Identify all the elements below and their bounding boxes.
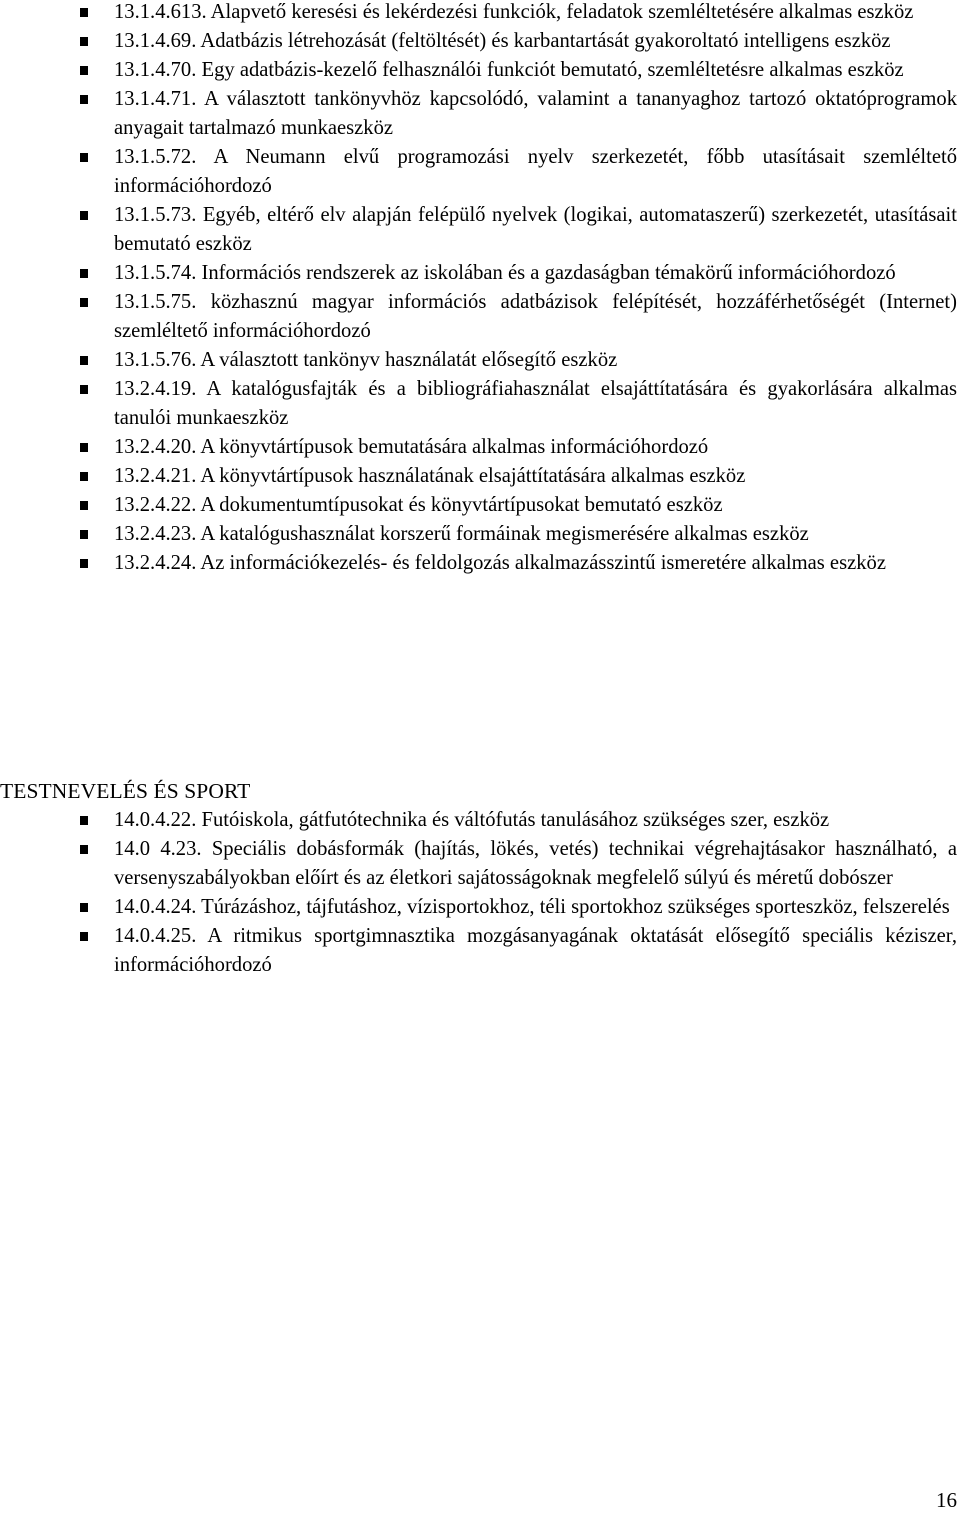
square-bullet-icon [80,153,88,162]
list-item [0,259,957,288]
square-bullet-icon [80,816,88,825]
list-item-text: 13.1.5.74. Információs rendszerek az iskolában és a gazdaságban témakörű információhordozó [114,262,896,284]
square-bullet-icon [80,559,88,568]
square-bullet-icon [80,385,88,394]
square-bullet-icon [80,211,88,220]
square-bullet-icon [80,298,88,307]
list-item [0,85,957,143]
list-item [0,893,957,922]
page-number: 16 [936,1488,957,1512]
list-item [0,491,957,520]
list-item-text: 13.1.5.72. A Neumann elvű programozási nyelv szerkezetét, főbb utasításait szemléltető információhordozó [114,146,957,197]
list-item-text: 14.0.4.24. Túrázáshoz, tájfutáshoz, vízisportokhoz, téli sportokhoz szükséges sporteszköz, felszerelés [114,896,950,918]
equipment-list-sport [0,806,957,980]
list-item [0,922,957,980]
list-item [0,288,957,346]
equipment-list-informatics [0,0,957,578]
list-item [0,201,957,259]
square-bullet-icon [80,269,88,278]
list-item [0,835,957,893]
list-item-text: 14.0.4.22. Futóiskola, gátfutótechnika és váltófutás tanulásához szükséges szer, eszköz [114,809,830,831]
list-item [0,806,957,835]
square-bullet-icon [80,932,88,941]
list-item-text: 13.2.4.24. Az információkezelés- és feldolgozás alkalmazásszintű ismeretére alkalmas eszköz [114,552,886,574]
square-bullet-icon [80,8,88,17]
square-bullet-icon [80,472,88,481]
list-item [0,27,957,56]
square-bullet-icon [80,37,88,46]
square-bullet-icon [80,95,88,104]
list-item [0,375,957,433]
list-item-text: 13.1.4.69. Adatbázis létrehozását (feltöltését) és karbantartását gyakoroltató intelligens eszköz [114,30,891,52]
list-item-text: 13.2.4.20. A könyvtártípusok bemutatására alkalmas információhordozó [114,436,709,458]
list-item-text: 13.2.4.19. A katalógusfajták és a bibliográfiahasználat elsajáttítatására és gyakorlására alkalmas tanulói munkaeszköz [114,378,957,429]
list-item-text: 13.2.4.23. A katalógushasználat korszerű formáinak megismerésére alkalmas eszköz [114,523,809,545]
list-item-text: 13.2.4.22. A dokumentumtípusokat és könyvtártípusokat bemutató eszköz [114,494,723,516]
list-item-text: 14.0 4.23. Speciális dobásformák (hajítás, lökés, vetés) technikai végrehajtásakor használható, a versenyszabályokban előírt és az életkori sajátosságoknak megfelelő súlyú és méretű dobószer [114,838,957,889]
list-item [0,346,957,375]
list-item-text: 13.1.5.76. A választott tankönyv használatát elősegítő eszköz [114,349,618,371]
list-item-text: 13.1.4.70. Egy adatbázis-kezelő felhasználói funkciót bemutató, szemléltetésre alkalmas eszköz [114,59,904,81]
square-bullet-icon [80,530,88,539]
square-bullet-icon [80,501,88,510]
list-item-text: 13.1.4.613. Alapvető keresési és lekérdezési funkciók, feladatok szemléltetésére alkalmas eszköz [114,1,914,23]
list-item-text: 13.1.5.73. Egyéb, eltérő elv alapján felépülő nyelvek (logikai, automataszerű) szerkezetét, utasításait bemutató eszköz [114,204,957,255]
square-bullet-icon [80,356,88,365]
list-item-text: 13.2.4.21. A könyvtártípusok használatának elsajáttítatására alkalmas eszköz [114,465,746,487]
list-item [0,56,957,85]
square-bullet-icon [80,66,88,75]
square-bullet-icon [80,903,88,912]
list-item [0,462,957,491]
list-item-text: 14.0.4.25. A ritmikus sportgimnasztika mozgásanyagának oktatását elősegítő speciális kéziszer, információhordozó [114,925,957,976]
list-item [0,433,957,462]
section-heading: TESTNEVELÉS ÉS SPORT [0,779,251,803]
list-item [0,549,957,578]
list-item [0,520,957,549]
square-bullet-icon [80,443,88,452]
list-item-text: 13.1.5.75. közhasznú magyar információs adatbázisok felépítését, hozzáférhetőségét (Internet) szemléltető információhordozó [114,291,957,342]
list-item [0,0,957,27]
list-item [0,143,957,201]
list-item-text: 13.1.4.71. A választott tankönyvhöz kapcsolódó, valamint a tananyaghoz tartozó oktatóprogramok anyagait tartalmazó munkaeszköz [114,88,957,139]
square-bullet-icon [80,845,88,854]
